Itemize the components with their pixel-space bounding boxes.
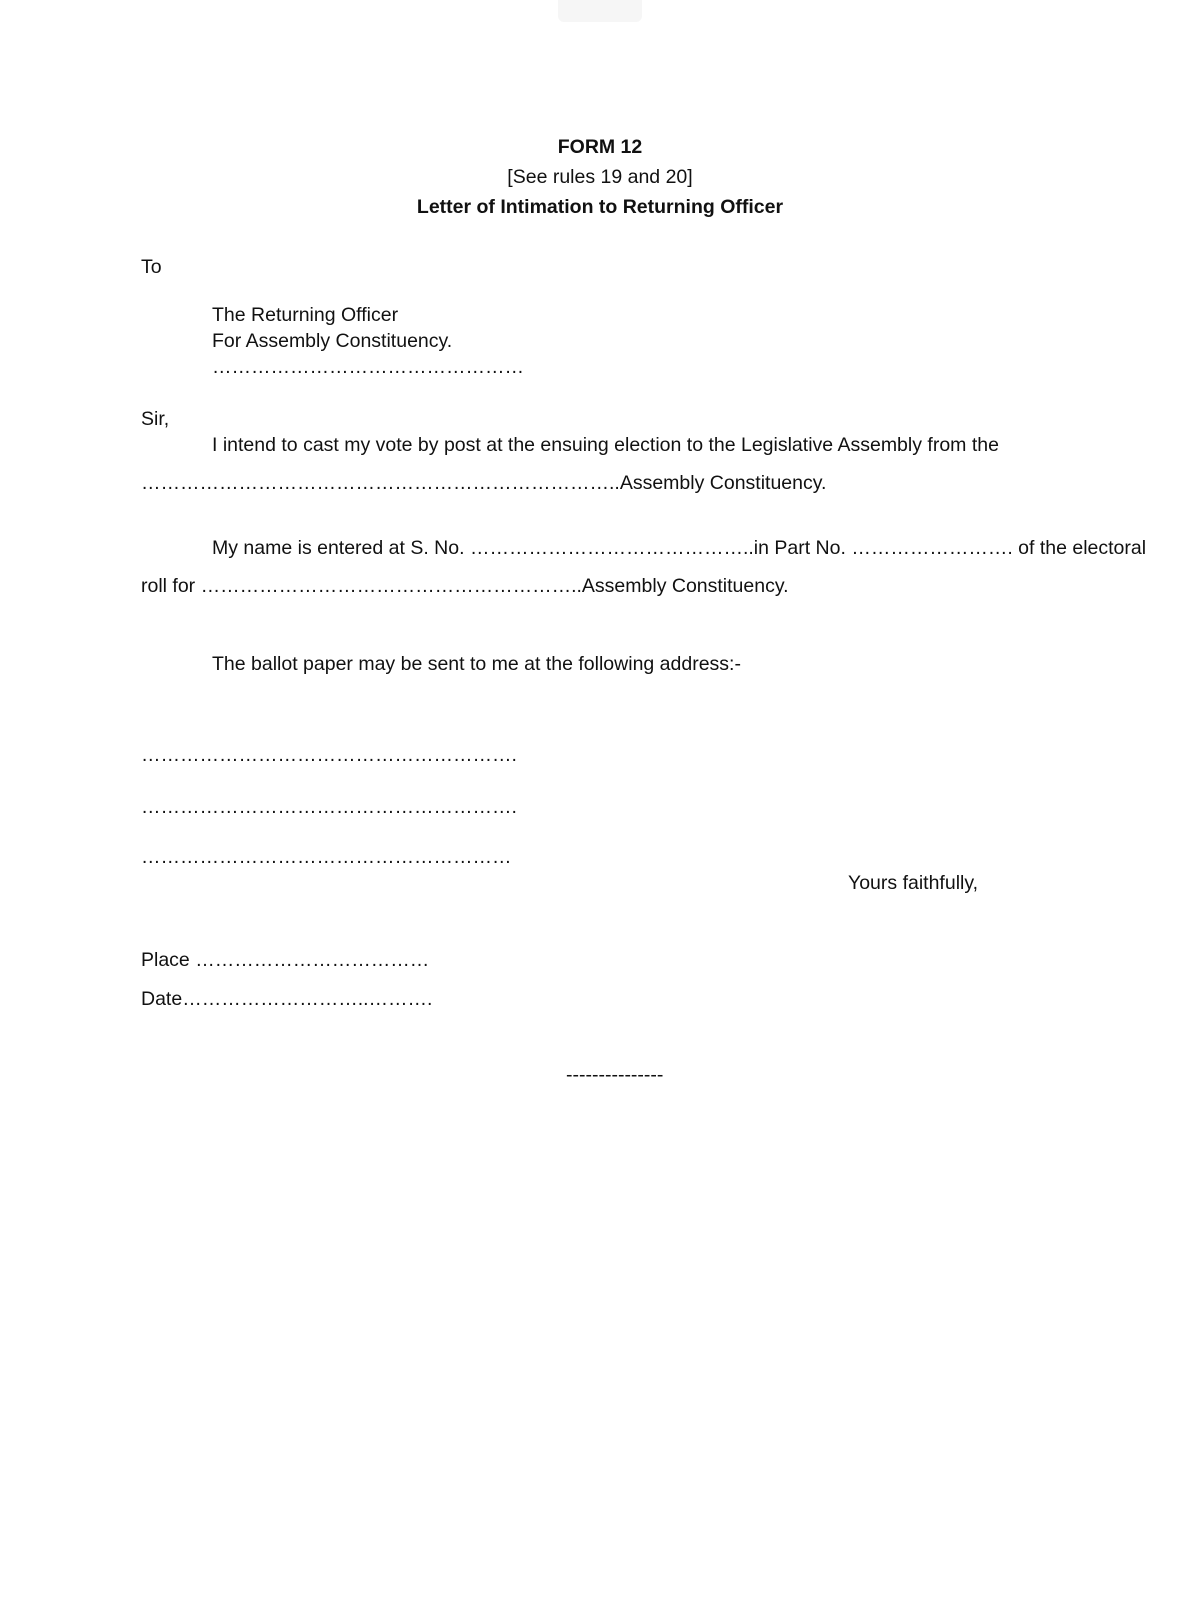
address-blank-line3: ………………………………………………… xyxy=(141,846,512,868)
address-blank-line2: …………………………………………………. xyxy=(141,796,517,818)
intent-paragraph-line1: I intend to cast my vote by post at the ensuing election to the Legislative Assembly from the xyxy=(212,434,999,456)
form-title: Letter of Intimation to Returning Officer xyxy=(416,196,784,218)
end-marker: --------------- xyxy=(566,1064,664,1086)
rules-reference: [See rules 19 and 20] xyxy=(507,166,693,188)
form-number: FORM 12 xyxy=(557,136,643,158)
place-field: Place ……………………………… xyxy=(141,949,430,971)
addressee-officer: The Returning Officer xyxy=(212,304,399,326)
electoral-roll-line2: roll for …………………………………………………..Assembly Constituency. xyxy=(141,575,789,597)
salutation: Sir, xyxy=(141,408,170,430)
addressee-blank-line: ………………………………………… xyxy=(212,356,524,378)
page-header-artifact xyxy=(558,0,642,22)
ballot-address-paragraph: The ballot paper may be sent to me at the following address:- xyxy=(212,653,741,675)
to-label: To xyxy=(141,256,162,278)
electoral-roll-line1: My name is entered at S. No. ……………………………………..in Part No. ……………………. of the electoral xyxy=(212,537,1147,559)
date-field: Date………………………..………. xyxy=(141,988,433,1010)
sign-off: Yours faithfully, xyxy=(848,872,979,894)
addressee-constituency: For Assembly Constituency. xyxy=(212,330,453,352)
intent-paragraph-line2: ………………………………………………………………..Assembly Constituency. xyxy=(141,472,827,494)
address-blank-line1: …………………………………………………. xyxy=(141,744,517,766)
